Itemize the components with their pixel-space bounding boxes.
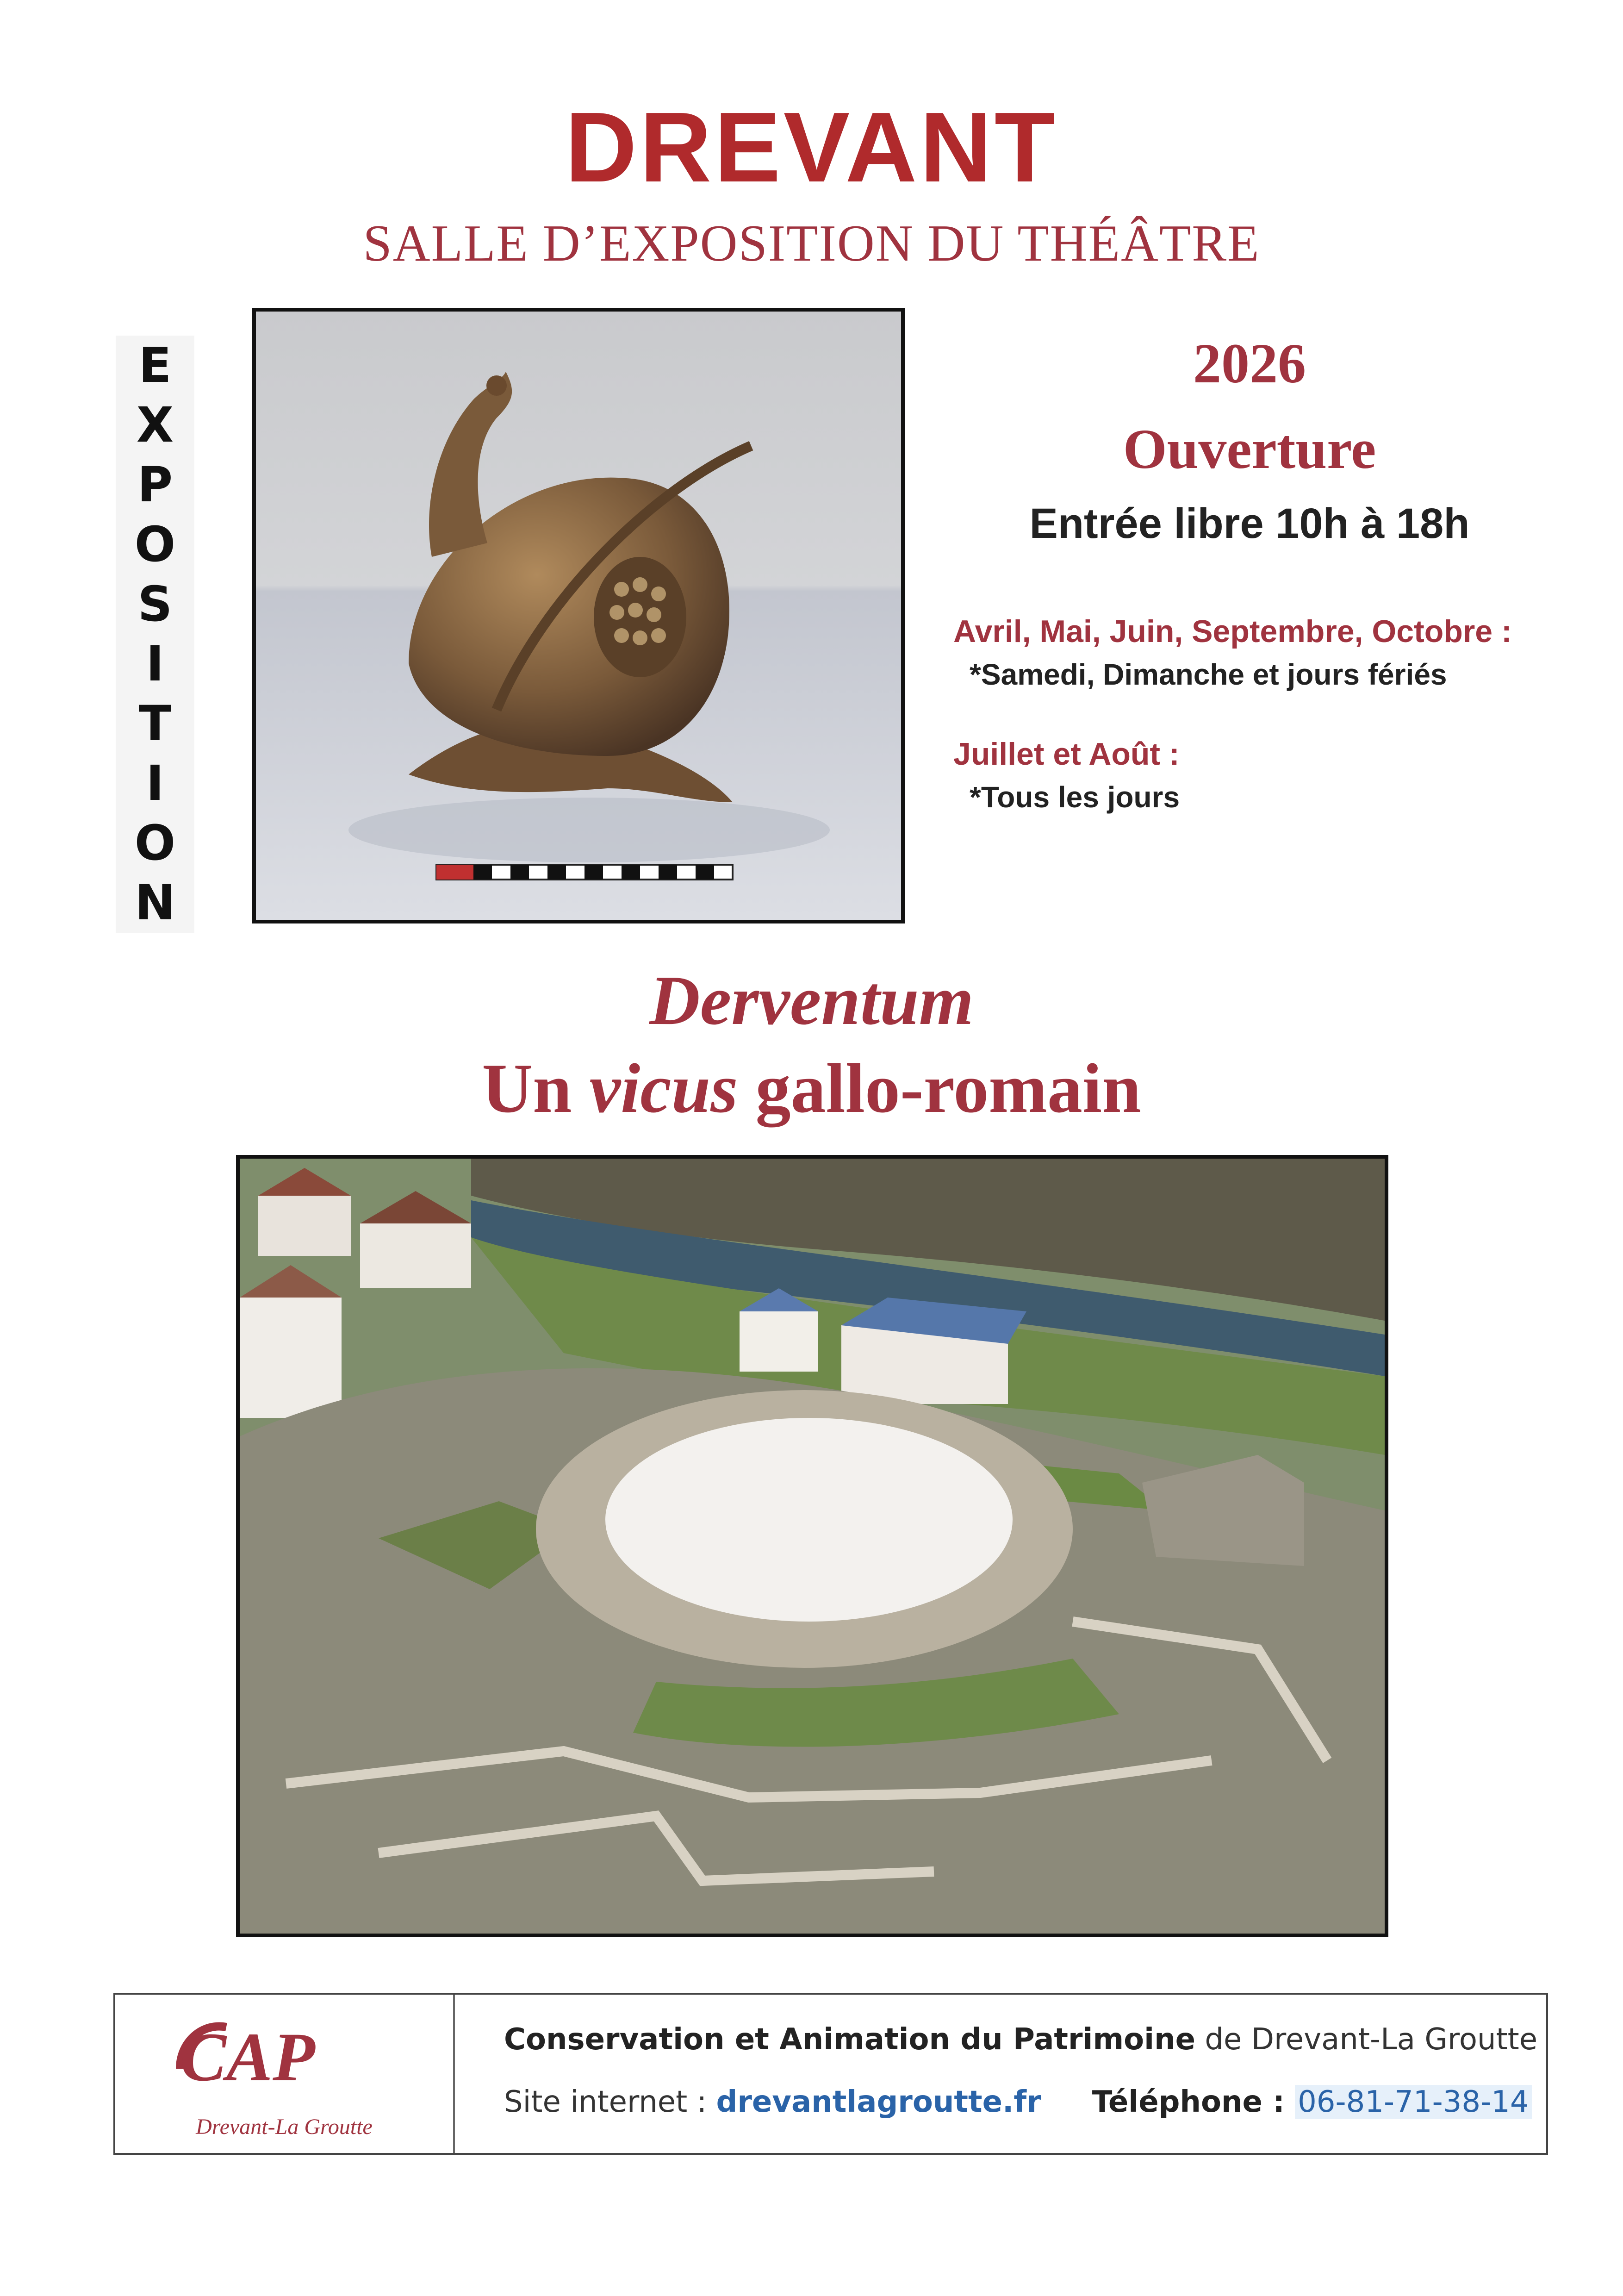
schedule-entry: Entrée libre 10h à 18h <box>1029 500 1470 547</box>
vertical-exposition-label <box>116 336 194 933</box>
logo-subtitle: Drevant-La Groutte <box>196 2115 373 2139</box>
vertical-letter: S <box>137 576 173 632</box>
vertical-letter: N <box>135 874 175 931</box>
site-link[interactable]: drevantlagroutte.fr <box>716 2085 1041 2119</box>
cap-logo <box>115 1995 453 2153</box>
tel-label: Téléphone : <box>1092 2085 1295 2119</box>
schedule-year: 2026 <box>1193 332 1306 395</box>
schedule-period2-months: Juillet et Août : <box>953 736 1180 772</box>
exhibit-heading-line1: Derventum <box>649 961 974 1039</box>
vertical-letter: X <box>136 397 174 453</box>
org-line <box>504 2022 1538 2057</box>
footer-box <box>113 1993 1548 2155</box>
exhibit-heading-line2 <box>0 1049 1623 1127</box>
page-title: DREVANT <box>565 91 1058 203</box>
theatre-photo <box>236 1155 1388 1937</box>
heading-italic: vicus <box>589 1049 738 1127</box>
tel-number[interactable]: 06-81-71-38-14 <box>1295 2085 1532 2119</box>
schedule-period1-months: Avril, Mai, Juin, Septembre, Octobre : <box>953 614 1512 649</box>
vertical-letter: E <box>138 337 172 393</box>
footer-divider <box>453 1995 455 2153</box>
vertical-letter: O <box>134 516 176 573</box>
heading-post: gallo-romain <box>738 1049 1141 1127</box>
vertical-letter: I <box>146 755 164 811</box>
contact-line <box>504 2087 1532 2117</box>
schedule-opening: Ouverture <box>1123 418 1376 480</box>
vertical-letter: I <box>146 636 164 692</box>
org-name-rest: de Drevant-La Groutte <box>1195 2022 1538 2057</box>
logo-text: CAP <box>180 2019 315 2096</box>
vertical-letter: O <box>134 815 176 871</box>
heading-pre: Un <box>482 1049 590 1127</box>
site-label: Site internet : <box>504 2085 716 2119</box>
vertical-letter: P <box>137 456 173 513</box>
org-name-bold: Conservation et Animation du Patrimoine <box>504 2022 1196 2057</box>
schedule-period1-days: *Samedi, Dimanche et jours fériés <box>970 658 1447 691</box>
page-subtitle: SALLE D’EXPOSITION DU THÉÂTRE <box>363 215 1260 272</box>
helmet-photo <box>252 308 905 923</box>
schedule-period2-days: *Tous les jours <box>970 780 1180 814</box>
vertical-letter: T <box>138 695 172 752</box>
